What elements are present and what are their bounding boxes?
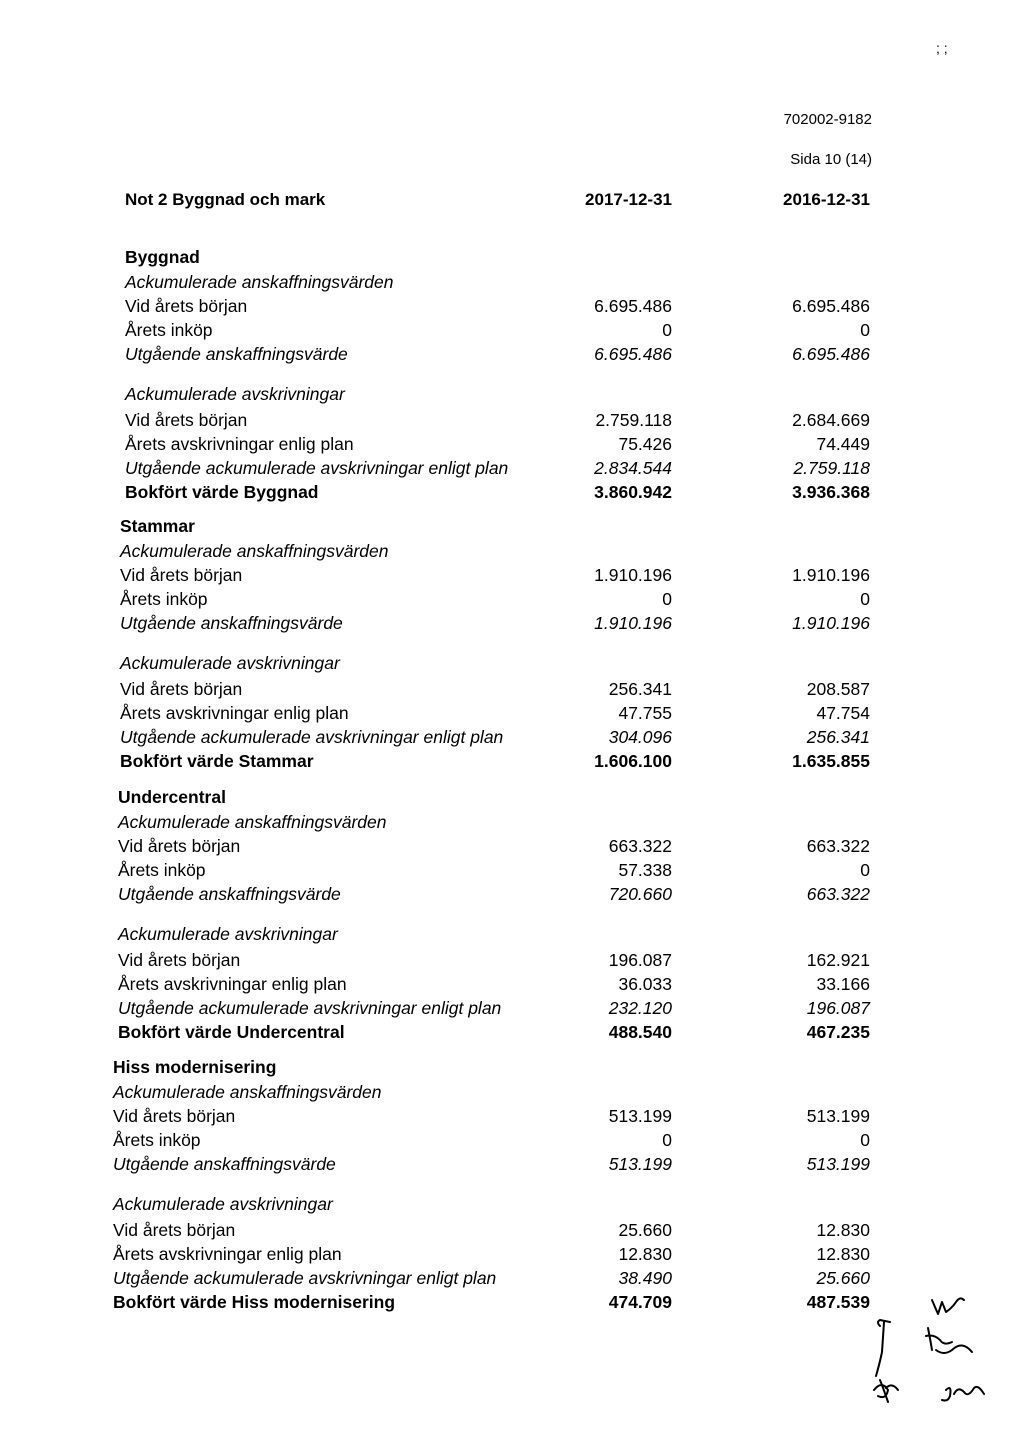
section-title xyxy=(0,787,1024,811)
book-value-row-value-2016: 1.635.855 xyxy=(792,750,870,771)
depreciation-row xyxy=(0,458,1024,482)
depreciation-row-value-2016: 256.341 xyxy=(806,726,870,747)
corner-marks: ; ; xyxy=(936,40,948,56)
depreciation-row-value-2016: 2.684.669 xyxy=(792,409,870,430)
depreciation-row-value-2016: 196.087 xyxy=(806,997,870,1018)
acquisition-row-label: Vid årets början xyxy=(118,835,241,856)
depreciation-row-value-2016: 33.166 xyxy=(816,973,870,994)
depreciation-row-value-2017: 304.096 xyxy=(608,726,672,747)
acquisition-row xyxy=(0,860,1024,884)
acquisition-row-value-2016: 6.695.486 xyxy=(792,295,870,316)
acquisition-row-value-2016: 0 xyxy=(860,1129,870,1150)
depreciation-heading-label: Ackumulerade avskrivningar xyxy=(120,653,340,673)
book-value-row-value-2017: 3.860.942 xyxy=(594,481,672,502)
depreciation-row-value-2017: 38.490 xyxy=(618,1267,672,1288)
section-title xyxy=(0,247,1024,271)
org-number: 702002-9182 xyxy=(783,111,872,128)
depreciation-row-label: Årets avskrivningar enlig plan xyxy=(113,1243,342,1264)
acquisition-row-label: Utgående anskaffningsvärde xyxy=(113,1153,336,1174)
acquisition-row-label: Årets inköp xyxy=(118,859,206,880)
handwritten-signatures xyxy=(866,1270,1006,1420)
book-value-row xyxy=(0,751,1024,775)
book-value-row-value-2017: 474.709 xyxy=(608,1291,672,1312)
acquisition-row xyxy=(0,320,1024,344)
acquisition-heading-label: Ackumulerade anskaffningsvärden xyxy=(125,271,394,292)
book-value-row-label: Bokfört värde Hiss modernisering xyxy=(113,1291,396,1312)
acquisition-heading xyxy=(0,541,1024,565)
acquisition-row xyxy=(0,589,1024,613)
acquisition-row xyxy=(0,296,1024,320)
note-header xyxy=(0,190,1024,214)
acquisition-row xyxy=(0,1130,1024,1154)
section-title xyxy=(0,516,1024,540)
book-value-row-label: Bokfört värde Stammar xyxy=(120,750,314,771)
depreciation-row-label: Årets avskrivningar enlig plan xyxy=(118,973,347,994)
depreciation-row xyxy=(0,434,1024,458)
depreciation-row xyxy=(0,1220,1024,1244)
section-title-label: Hiss modernisering xyxy=(113,1057,277,1077)
acquisition-heading-label: Ackumulerade anskaffningsvärden xyxy=(120,540,389,561)
acquisition-row-value-2017: 0 xyxy=(662,1129,672,1150)
depreciation-row-label: Utgående ackumulerade avskrivningar enligt plan xyxy=(125,457,509,478)
book-value-row-label: Bokfört värde Undercentral xyxy=(118,1021,345,1042)
section-title-label: Stammar xyxy=(120,516,195,536)
depreciation-row xyxy=(0,950,1024,974)
book-value-row xyxy=(0,1022,1024,1046)
page-number: Sida 10 (14) xyxy=(790,151,872,168)
depreciation-row-value-2016: 74.449 xyxy=(816,433,870,454)
acquisition-row-value-2017: 0 xyxy=(662,319,672,340)
depreciation-heading xyxy=(0,924,1024,948)
acquisition-row-value-2017: 513.199 xyxy=(608,1105,672,1126)
depreciation-row-value-2017: 12.830 xyxy=(618,1243,672,1264)
acquisition-row-label: Vid årets början xyxy=(113,1105,236,1126)
acquisition-row-label: Vid årets början xyxy=(120,564,243,585)
acquisition-row xyxy=(0,884,1024,908)
acquisition-row-value-2017: 663.322 xyxy=(608,835,672,856)
acquisition-row-label: Vid årets början xyxy=(125,295,248,316)
depreciation-row-value-2016: 47.754 xyxy=(816,702,870,723)
depreciation-row-value-2017: 47.755 xyxy=(618,702,672,723)
acquisition-row-value-2017: 513.199 xyxy=(608,1153,672,1174)
book-value-row-value-2017: 1.606.100 xyxy=(594,750,672,771)
acquisition-heading xyxy=(0,272,1024,296)
depreciation-row xyxy=(0,727,1024,751)
depreciation-heading xyxy=(0,1194,1024,1218)
depreciation-row-label: Utgående ackumulerade avskrivningar enligt plan xyxy=(120,726,504,747)
acquisition-heading xyxy=(0,1082,1024,1106)
depreciation-heading xyxy=(0,384,1024,408)
depreciation-row xyxy=(0,703,1024,727)
acquisition-row-value-2017: 1.910.196 xyxy=(594,612,672,633)
depreciation-row-value-2017: 36.033 xyxy=(618,973,672,994)
acquisition-row-value-2016: 0 xyxy=(860,588,870,609)
acquisition-row-value-2017: 6.695.486 xyxy=(594,343,672,364)
acquisition-row xyxy=(0,613,1024,637)
depreciation-row-value-2017: 2.759.118 xyxy=(595,409,672,430)
acquisition-row-value-2016: 1.910.196 xyxy=(792,612,870,633)
depreciation-row-label: Årets avskrivningar enlig plan xyxy=(125,433,354,454)
depreciation-heading-label: Ackumulerade avskrivningar xyxy=(113,1194,333,1214)
acquisition-heading-label: Ackumulerade anskaffningsvärden xyxy=(113,1081,382,1102)
depreciation-row-value-2016: 162.921 xyxy=(806,949,870,970)
depreciation-row-value-2016: 2.759.118 xyxy=(793,457,870,478)
acquisition-row-value-2016: 663.322 xyxy=(806,835,870,856)
book-value-row-value-2017: 488.540 xyxy=(608,1021,672,1042)
acquisition-row-value-2016: 513.199 xyxy=(806,1153,870,1174)
section-title-label: Undercentral xyxy=(118,787,226,807)
acquisition-row xyxy=(0,565,1024,589)
book-value-row-value-2016: 3.936.368 xyxy=(792,481,870,502)
acquisition-row-value-2017: 1.910.196 xyxy=(594,564,672,585)
acquisition-row-value-2016: 1.910.196 xyxy=(792,564,870,585)
acquisition-row-label: Årets inköp xyxy=(120,588,208,609)
depreciation-row-value-2017: 2.834.544 xyxy=(594,457,672,478)
acquisition-row-value-2017: 57.338 xyxy=(618,859,672,880)
section-title xyxy=(0,1057,1024,1081)
acquisition-row-value-2017: 0 xyxy=(662,588,672,609)
book-value-row xyxy=(0,482,1024,506)
depreciation-row xyxy=(0,410,1024,434)
book-value-row-value-2016: 487.539 xyxy=(806,1291,870,1312)
acquisition-row xyxy=(0,836,1024,860)
acquisition-row-value-2016: 0 xyxy=(860,319,870,340)
depreciation-row-value-2017: 232.120 xyxy=(608,997,672,1018)
depreciation-row-value-2017: 75.426 xyxy=(618,433,672,454)
depreciation-heading-label: Ackumulerade avskrivningar xyxy=(125,384,345,404)
acquisition-row-label: Utgående anskaffningsvärde xyxy=(125,343,348,364)
column-header-2016: 2016-12-31 xyxy=(783,190,870,209)
acquisition-row-label: Utgående anskaffningsvärde xyxy=(118,883,341,904)
depreciation-row-label: Årets avskrivningar enlig plan xyxy=(120,702,349,723)
acquisition-heading-label: Ackumulerade anskaffningsvärden xyxy=(118,811,387,832)
acquisition-row-value-2017: 720.660 xyxy=(608,883,672,904)
acquisition-row xyxy=(0,1106,1024,1130)
depreciation-row-value-2017: 25.660 xyxy=(618,1219,672,1240)
depreciation-row-value-2017: 196.087 xyxy=(608,949,672,970)
acquisition-row-label: Årets inköp xyxy=(113,1129,201,1150)
depreciation-row-label: Utgående ackumulerade avskrivningar enligt plan xyxy=(118,997,502,1018)
column-header-2017: 2017-12-31 xyxy=(585,190,672,209)
acquisition-heading xyxy=(0,812,1024,836)
acquisition-row-label: Utgående anskaffningsvärde xyxy=(120,612,343,633)
depreciation-row-value-2016: 25.660 xyxy=(816,1267,870,1288)
depreciation-row-value-2016: 12.830 xyxy=(816,1219,870,1240)
depreciation-heading-label: Ackumulerade avskrivningar xyxy=(118,924,338,944)
acquisition-row-value-2016: 0 xyxy=(860,859,870,880)
acquisition-row-value-2017: 6.695.486 xyxy=(594,295,672,316)
depreciation-row-value-2017: 256.341 xyxy=(608,678,672,699)
acquisition-row xyxy=(0,344,1024,368)
note-title: Not 2 Byggnad och mark xyxy=(125,190,326,209)
depreciation-row-value-2016: 12.830 xyxy=(816,1243,870,1264)
depreciation-row-value-2016: 208.587 xyxy=(806,678,870,699)
acquisition-row xyxy=(0,1154,1024,1178)
depreciation-row xyxy=(0,974,1024,998)
book-value-row-label: Bokfört värde Byggnad xyxy=(125,481,319,502)
acquisition-row-value-2016: 663.322 xyxy=(806,883,870,904)
acquisition-row-value-2016: 6.695.486 xyxy=(792,343,870,364)
depreciation-row xyxy=(0,1244,1024,1268)
depreciation-row-label: Vid årets början xyxy=(113,1219,236,1240)
section-title-label: Byggnad xyxy=(125,247,200,267)
depreciation-heading xyxy=(0,653,1024,677)
acquisition-row-value-2016: 513.199 xyxy=(806,1105,870,1126)
depreciation-row-label: Vid årets början xyxy=(120,678,243,699)
depreciation-row xyxy=(0,998,1024,1022)
acquisition-row-label: Årets inköp xyxy=(125,319,213,340)
book-value-row-value-2016: 467.235 xyxy=(806,1021,870,1042)
depreciation-row-label: Vid årets början xyxy=(118,949,241,970)
depreciation-row xyxy=(0,679,1024,703)
depreciation-row-label: Vid årets början xyxy=(125,409,248,430)
depreciation-row-label: Utgående ackumulerade avskrivningar enligt plan xyxy=(113,1267,497,1288)
